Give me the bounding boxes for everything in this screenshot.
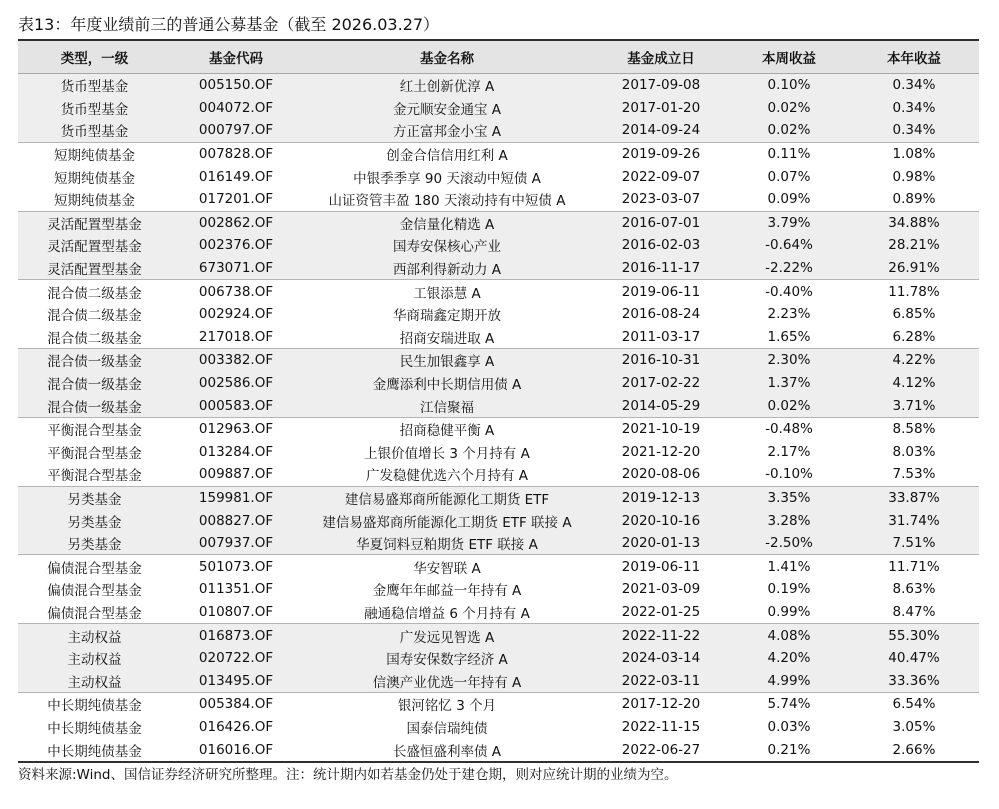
- cell-ytd-return: 6.54%: [892, 696, 936, 713]
- cell-ytd-return: 34.88%: [849, 211, 979, 234]
- cell-code: 010807.OF: [171, 601, 301, 624]
- cell-inception-date: 2022-11-15: [621, 718, 701, 735]
- cell-inception-date: 2020-01-13: [593, 532, 729, 555]
- cell-ytd-return: 8.63%: [892, 581, 936, 598]
- cell-name: 金元顺安金通宝 A: [301, 97, 593, 120]
- cell-ytd-return: 33.87%: [849, 486, 979, 509]
- cell-inception-date: 2014-05-29: [593, 394, 729, 417]
- cell-type: 短期纯债基金: [54, 170, 135, 187]
- cell-ytd-return: 8.58%: [892, 421, 936, 438]
- header-inception-date: 基金成立日: [593, 41, 729, 74]
- cell-weekly-return: -0.10%: [729, 463, 849, 486]
- cell-name: 金信量化精选 A: [301, 211, 593, 234]
- cell-name: 金鹰添利中长期信用债 A: [301, 372, 593, 395]
- cell-inception-date: 2014-09-24: [593, 119, 729, 142]
- cell-ytd-return: 55.30%: [849, 624, 979, 647]
- cell-weekly-return: 4.08%: [729, 624, 849, 647]
- cell-inception-date: 2016-07-01: [593, 211, 729, 234]
- cell-ytd-return: 31.74%: [849, 509, 979, 532]
- table-row: [18, 624, 979, 647]
- cell-ytd-return: 11.71%: [888, 558, 940, 575]
- cell-inception-date: 2016-10-31: [593, 349, 729, 372]
- cell-name: 广发远见智选 A: [301, 624, 593, 647]
- table-row: [18, 372, 979, 395]
- cell-inception-date: 2019-06-11: [621, 558, 701, 575]
- cell-type: 货币型基金: [18, 97, 171, 120]
- cell-name: 国寿安保核心产业: [301, 234, 593, 257]
- cell-ytd-return: 0.34%: [849, 74, 979, 97]
- cell-type: 另类基金: [18, 532, 171, 555]
- cell-inception-date: 2019-09-26: [621, 146, 701, 163]
- table-row: [18, 119, 979, 142]
- cell-weekly-return: 4.99%: [729, 669, 849, 692]
- cell-type: 偏债混合型基金: [18, 601, 171, 624]
- cell-weekly-return: 1.65%: [729, 326, 849, 349]
- cell-inception-date: 2022-09-07: [621, 168, 701, 185]
- cell-ytd-return: 2.66%: [849, 738, 979, 762]
- cell-weekly-return: 0.09%: [729, 188, 849, 211]
- table-row: [18, 509, 979, 532]
- cell-code: 012963.OF: [198, 421, 274, 438]
- cell-type: 中长期纯债基金: [47, 698, 142, 715]
- cell-code: 013284.OF: [198, 443, 274, 460]
- cell-name: 银河铭忆 3 个月: [397, 698, 497, 715]
- cell-code: 003382.OF: [171, 349, 301, 372]
- cell-weekly-return: -0.48%: [765, 421, 813, 438]
- cell-type: 灵活配置型基金: [18, 234, 171, 257]
- cell-ytd-return: 0.34%: [849, 119, 979, 142]
- cell-code: 000583.OF: [171, 394, 301, 417]
- cell-type: 混合债一级基金: [18, 372, 171, 395]
- cell-type: 灵活配置型基金: [18, 211, 171, 234]
- cell-name: 广发稳健优选六个月持有 A: [301, 463, 593, 486]
- cell-ytd-return: 3.71%: [849, 394, 979, 417]
- cell-inception-date: 2019-06-11: [621, 283, 701, 300]
- cell-type: 混合债一级基金: [18, 394, 171, 417]
- header-row: [18, 41, 979, 74]
- header-weekly-return: 本周收益: [729, 41, 849, 74]
- table-row: [18, 441, 979, 464]
- cell-code: 006738.OF: [198, 283, 274, 300]
- cell-type: 短期纯债基金: [18, 188, 171, 211]
- cell-code: 501073.OF: [198, 558, 274, 575]
- cell-type: 货币型基金: [18, 74, 171, 97]
- table-row: [18, 716, 979, 739]
- table-row: [18, 578, 979, 601]
- cell-name: 招商安瑞进取 A: [301, 326, 593, 349]
- cell-inception-date: 2017-12-20: [621, 696, 701, 713]
- cell-inception-date: 2016-11-17: [593, 257, 729, 280]
- table-row: [18, 188, 979, 211]
- cell-type: 主动权益: [18, 647, 171, 670]
- table-row: [18, 555, 979, 578]
- table-row: [18, 349, 979, 372]
- header-type: 类型，一级: [18, 41, 171, 74]
- table-row: [18, 74, 979, 97]
- cell-ytd-return: 28.21%: [849, 234, 979, 257]
- cell-weekly-return: 3.79%: [729, 211, 849, 234]
- cell-code: 011351.OF: [198, 581, 274, 598]
- cell-code: 016426.OF: [198, 718, 274, 735]
- cell-code: 020722.OF: [171, 647, 301, 670]
- cell-weekly-return: 5.74%: [767, 696, 811, 713]
- cell-type: 混合债二级基金: [47, 285, 142, 302]
- cell-name: 长盛恒盛利率债 A: [301, 738, 593, 762]
- table-row: [18, 257, 979, 280]
- cell-code: 159981.OF: [171, 486, 301, 509]
- cell-name: 民生加银鑫享 A: [301, 349, 593, 372]
- cell-name: 创金合信信用红利 A: [386, 148, 508, 165]
- cell-ytd-return: 8.47%: [849, 601, 979, 624]
- cell-code: 009887.OF: [171, 463, 301, 486]
- cell-code: 013495.OF: [171, 669, 301, 692]
- cell-name: 中银季季享 90 天滚动中短债 A: [353, 170, 541, 187]
- cell-ytd-return: 7.51%: [849, 532, 979, 555]
- cell-code: 016016.OF: [171, 738, 301, 762]
- cell-weekly-return: 2.30%: [729, 349, 849, 372]
- cell-name: 华商瑞鑫定期开放: [393, 308, 501, 325]
- cell-weekly-return: 0.02%: [729, 97, 849, 120]
- cell-type: 主动权益: [18, 669, 171, 692]
- table-row: [18, 532, 979, 555]
- cell-code: 007937.OF: [171, 532, 301, 555]
- cell-weekly-return: 3.28%: [729, 509, 849, 532]
- header-name: 基金名称: [301, 41, 593, 74]
- cell-ytd-return: 1.08%: [892, 146, 936, 163]
- cell-code: 005384.OF: [198, 696, 274, 713]
- table-row: [18, 738, 979, 762]
- table-row: [18, 142, 979, 165]
- cell-weekly-return: 0.11%: [767, 146, 811, 163]
- cell-name: 上银价值增长 3 个月持有 A: [364, 445, 530, 462]
- cell-type: 另类基金: [18, 486, 171, 509]
- cell-name: 山证资管丰盈 180 天滚动持有中短债 A: [301, 188, 593, 211]
- cell-code: 002862.OF: [171, 211, 301, 234]
- cell-inception-date: 2021-10-19: [621, 421, 701, 438]
- cell-code: 673071.OF: [171, 257, 301, 280]
- cell-ytd-return: 11.78%: [888, 283, 940, 300]
- cell-code: 002586.OF: [171, 372, 301, 395]
- cell-code: 002924.OF: [198, 306, 274, 323]
- cell-ytd-return: 0.98%: [892, 168, 936, 185]
- cell-weekly-return: 0.19%: [767, 581, 811, 598]
- cell-inception-date: 2022-11-22: [593, 624, 729, 647]
- cell-name: 国寿安保数字经济 A: [301, 647, 593, 670]
- cell-weekly-return: 0.10%: [729, 74, 849, 97]
- cell-type: 平衡混合型基金: [18, 463, 171, 486]
- cell-name: 西部利得新动力 A: [301, 257, 593, 280]
- cell-inception-date: 2023-03-07: [593, 188, 729, 211]
- cell-weekly-return: 0.02%: [729, 119, 849, 142]
- cell-inception-date: 2017-09-08: [593, 74, 729, 97]
- table-title: 表13：年度业绩前三的普通公募基金（截至 2026.03.27）: [18, 15, 440, 34]
- table-row: [18, 280, 979, 303]
- cell-inception-date: 2022-03-11: [593, 669, 729, 692]
- cell-weekly-return: 2.17%: [767, 443, 811, 460]
- cell-type: 混合债一级基金: [18, 349, 171, 372]
- cell-name: 红土创新优淳 A: [301, 74, 593, 97]
- table-row: [18, 463, 979, 486]
- cell-name: 信澳产业优选一年持有 A: [301, 669, 593, 692]
- header-ytd-return: 本年收益: [849, 41, 979, 74]
- cell-code: 000797.OF: [171, 119, 301, 142]
- cell-ytd-return: 0.34%: [849, 97, 979, 120]
- cell-weekly-return: -0.40%: [765, 283, 813, 300]
- cell-type: 另类基金: [18, 509, 171, 532]
- cell-ytd-return: 26.91%: [849, 257, 979, 280]
- cell-weekly-return: -2.22%: [729, 257, 849, 280]
- cell-code: 007828.OF: [198, 146, 274, 163]
- cell-ytd-return: 33.36%: [849, 669, 979, 692]
- cell-code: 017201.OF: [171, 188, 301, 211]
- cell-weekly-return: -2.50%: [729, 532, 849, 555]
- cell-type: 平衡混合型基金: [47, 423, 142, 440]
- cell-inception-date: 2020-08-06: [593, 463, 729, 486]
- cell-ytd-return: 8.03%: [892, 443, 936, 460]
- cell-ytd-return: 40.47%: [849, 647, 979, 670]
- cell-type: 混合债二级基金: [47, 308, 142, 325]
- cell-name: 方正富邦金小宝 A: [301, 119, 593, 142]
- cell-inception-date: 2024-03-14: [593, 647, 729, 670]
- header-code: 基金代码: [171, 41, 301, 74]
- cell-type: 偏债混合型基金: [47, 560, 142, 577]
- cell-ytd-return: 0.89%: [849, 188, 979, 211]
- table-row: [18, 647, 979, 670]
- cell-type: 中长期纯债基金: [18, 738, 171, 762]
- cell-inception-date: 2016-02-03: [593, 234, 729, 257]
- cell-ytd-return: 4.22%: [849, 349, 979, 372]
- cell-code: 008827.OF: [171, 509, 301, 532]
- table-row: [18, 693, 979, 716]
- cell-type: 货币型基金: [18, 119, 171, 142]
- cell-inception-date: 2021-12-20: [621, 443, 701, 460]
- cell-name: 招商稳健平衡 A: [399, 423, 495, 440]
- table-row: [18, 165, 979, 188]
- cell-inception-date: 2016-08-24: [621, 306, 701, 323]
- table-row: [18, 486, 979, 509]
- table-row: [18, 211, 979, 234]
- cell-name: 华夏饲料豆粕期货 ETF 联接 A: [301, 532, 593, 555]
- cell-type: 短期纯债基金: [54, 148, 135, 165]
- cell-weekly-return: 2.23%: [767, 306, 811, 323]
- cell-name: 融通稳信增益 6 个月持有 A: [301, 601, 593, 624]
- cell-weekly-return: 1.41%: [767, 558, 811, 575]
- cell-inception-date: 2022-01-25: [593, 601, 729, 624]
- cell-name: 华安智联 A: [413, 560, 481, 577]
- cell-name: 江信聚福: [301, 394, 593, 417]
- cell-weekly-return: 0.07%: [767, 168, 811, 185]
- cell-type: 主动权益: [18, 624, 171, 647]
- source-note: 资料来源:Wind、国信证券经济研究所整理。注：统计期内如若基金仍处于建仓期，则对应统计期的业绩为空。: [18, 767, 678, 783]
- cell-code: 016149.OF: [198, 168, 274, 185]
- cell-weekly-return: 0.02%: [729, 394, 849, 417]
- cell-weekly-return: 0.99%: [729, 601, 849, 624]
- cell-ytd-return: 7.53%: [849, 463, 979, 486]
- cell-code: 004072.OF: [171, 97, 301, 120]
- cell-type: 混合债二级基金: [18, 326, 171, 349]
- cell-name: 国泰信瑞纯债: [406, 720, 488, 737]
- cell-type: 中长期纯债基金: [47, 720, 142, 737]
- fund-performance-table: [18, 41, 979, 763]
- cell-code: 005150.OF: [171, 74, 301, 97]
- cell-weekly-return: 4.20%: [729, 647, 849, 670]
- cell-ytd-return: 4.12%: [849, 372, 979, 395]
- table-row: [18, 97, 979, 120]
- cell-ytd-return: 6.85%: [892, 306, 936, 323]
- cell-code: 016873.OF: [171, 624, 301, 647]
- table-row: [18, 417, 979, 440]
- table-row: [18, 601, 979, 624]
- cell-name: 建信易盛郑商所能源化工期货 ETF 联接 A: [301, 509, 593, 532]
- cell-inception-date: 2017-01-20: [593, 97, 729, 120]
- cell-type: 平衡混合型基金: [47, 445, 142, 462]
- cell-type: 灵活配置型基金: [18, 257, 171, 280]
- cell-inception-date: 2017-02-22: [593, 372, 729, 395]
- cell-weekly-return: 3.35%: [729, 486, 849, 509]
- cell-name: 金鹰年年邮益一年持有 A: [372, 583, 522, 600]
- cell-inception-date: 2022-06-27: [593, 738, 729, 762]
- cell-name: 工银添慧 A: [413, 285, 481, 302]
- cell-inception-date: 2021-03-09: [621, 581, 701, 598]
- table-row: [18, 303, 979, 326]
- cell-inception-date: 2020-10-16: [593, 509, 729, 532]
- cell-name: 建信易盛郑商所能源化工期货 ETF: [301, 486, 593, 509]
- table-row: [18, 234, 979, 257]
- table-row: [18, 394, 979, 417]
- cell-code: 217018.OF: [171, 326, 301, 349]
- table-row: [18, 326, 979, 349]
- cell-ytd-return: 6.28%: [849, 326, 979, 349]
- cell-ytd-return: 3.05%: [892, 718, 936, 735]
- cell-weekly-return: 0.21%: [729, 738, 849, 762]
- cell-type: 偏债混合型基金: [47, 583, 142, 600]
- cell-weekly-return: 0.03%: [767, 718, 811, 735]
- cell-weekly-return: 1.37%: [729, 372, 849, 395]
- cell-code: 002376.OF: [171, 234, 301, 257]
- table-row: [18, 669, 979, 692]
- cell-inception-date: 2011-03-17: [593, 326, 729, 349]
- cell-weekly-return: -0.64%: [729, 234, 849, 257]
- cell-inception-date: 2019-12-13: [593, 486, 729, 509]
